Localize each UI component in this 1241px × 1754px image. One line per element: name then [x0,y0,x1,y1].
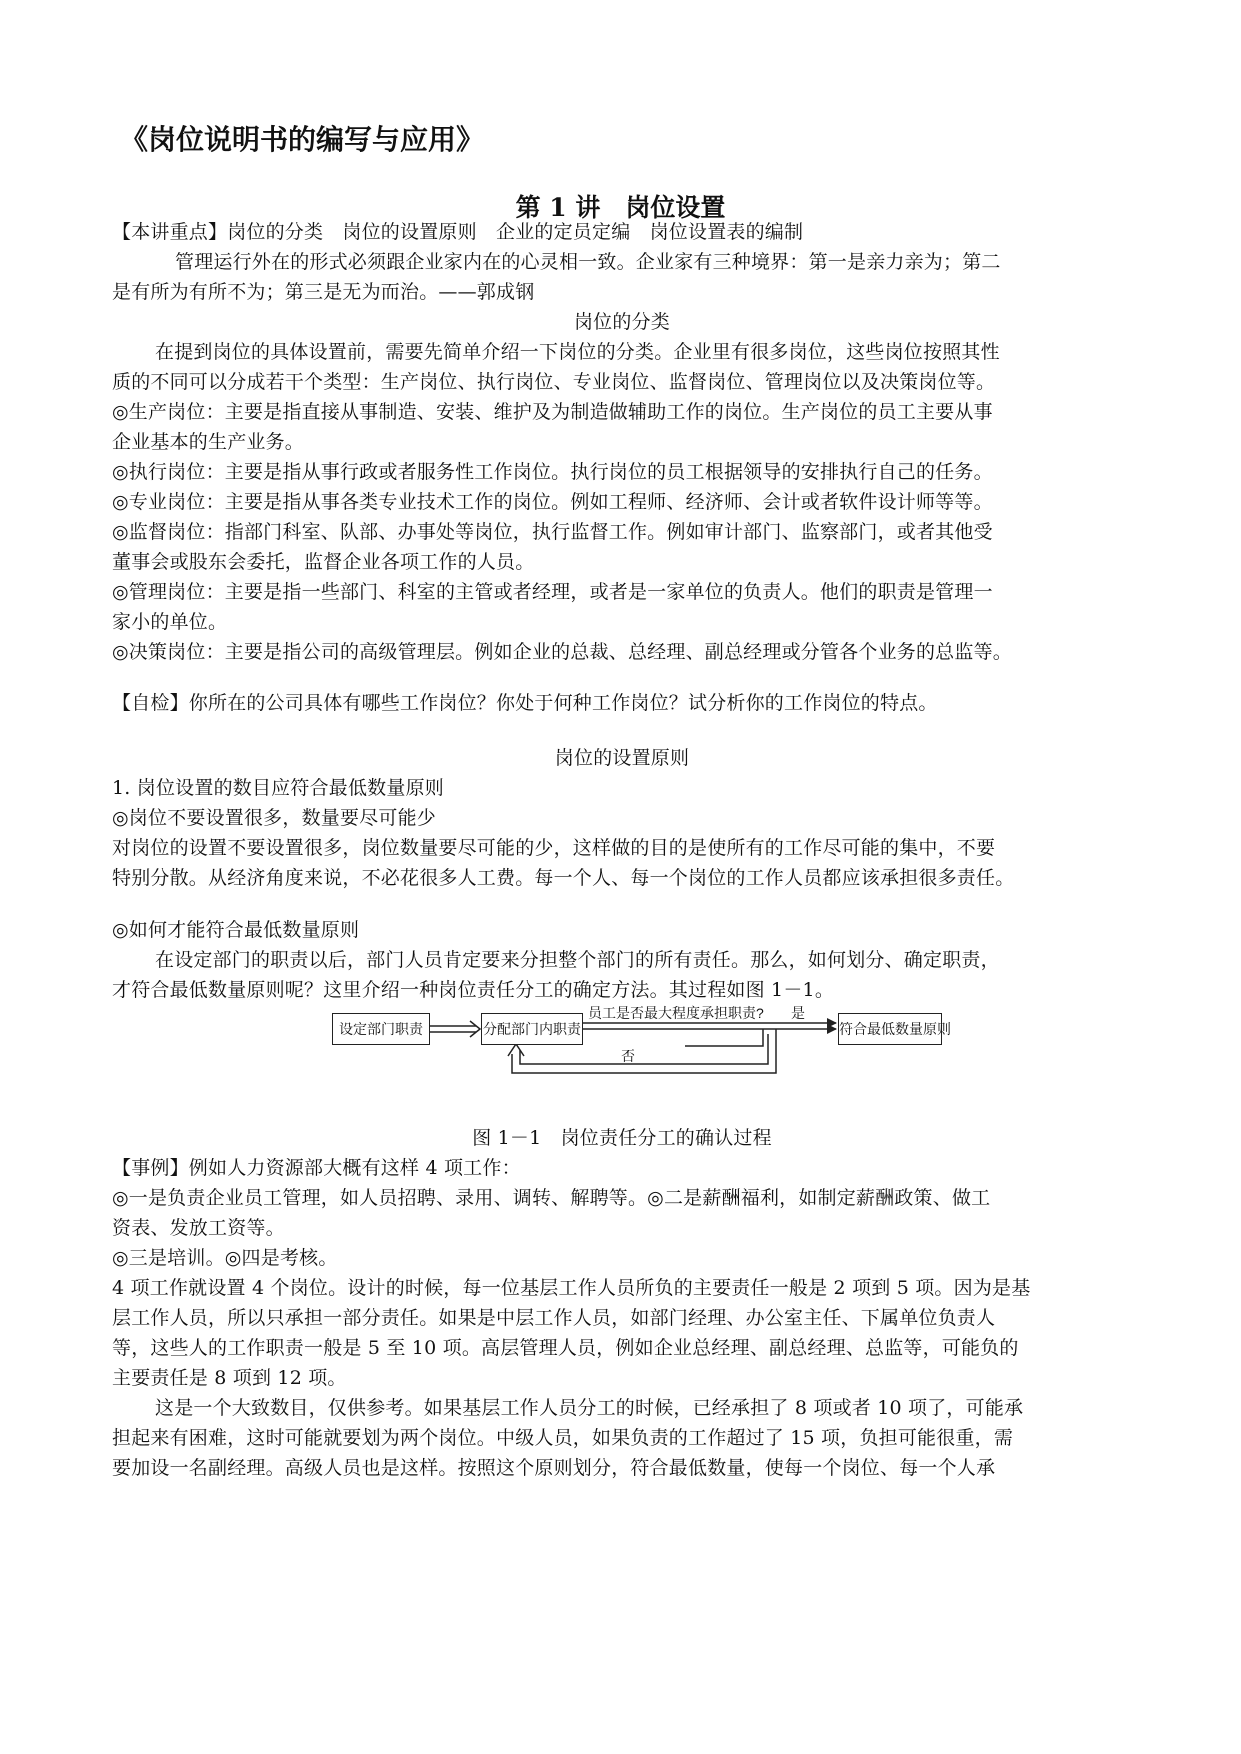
section-heading-classification: 岗位的分类 [573,311,670,333]
bullet-line: ◎管理岗位：主要是指一些部门、科室的主管或者经理，或者是一家单位的负责人。他们的职责是管理一 [112,581,993,603]
paragraph-line: 特别分散。从经济角度来说，不必花很多人工费。每一个人、每一个岗位的工作人员都应该承担很多责任。 [112,867,1015,889]
paragraph-line: 董事会或股东会委托，监督企业各项工作的人员。 [112,551,535,573]
paragraph-line: 层工作人员，所以只承担一部分责任。如果是中层工作人员，如部门经理、办公室主任、下属单位负责人 [112,1307,996,1329]
example-line: 【事例】例如人力资源部大概有这样 4 项工作： [112,1157,521,1179]
paragraph-line: 企业基本的生产业务。 [112,431,305,453]
bullet-line: ◎监督岗位：指部门科室、队部、办事处等岗位，执行监督工作。例如审计部门、监察部门，或者其他受 [112,521,993,543]
paragraph-line: 对岗位的设置不要设置很多，岗位数量要尽可能的少，这样做的目的是使所有的工作尽可能的集中，不要 [112,837,996,859]
lecture-heading: 第 1 讲 岗位设置 [515,193,726,222]
flow-box-assign-duties: 分配部门内职责 [481,1013,583,1045]
figure-caption: 图 1－1 岗位责任分工的确认过程 [472,1127,772,1149]
paragraph-line: 主要责任是 8 项到 12 项。 [112,1367,347,1389]
paragraph-line: 在设定部门的职责以后，部门人员肯定要来分担整个部门的所有责任。那么，如何划分、确定职责， [155,949,1000,971]
paragraph-line: 家小的单位。 [112,611,228,633]
flow-question-label: 员工是否最大程度承担职责? [588,1005,764,1021]
key-points-line: 【本讲重点】岗位的分类 岗位的设置原则 企业的定员定编 岗位设置表的编制 [112,221,804,243]
flow-no-label: 否 [621,1048,635,1064]
section-heading-principles: 岗位的设置原则 [554,747,690,769]
paragraph-line: 等，这些人的工作职责一般是 5 至 10 项。高层管理人员，例如企业总经理、副总经理、总监等，可能负的 [112,1337,1019,1359]
bullet-line: ◎决策岗位：主要是指公司的高级管理层。例如企业的总裁、总经理、副总经理或分管各个业务的总监等。 [112,641,1012,663]
paragraph-line: 要加设一名副经理。高级人员也是这样。按照这个原则划分，符合最低数量，使每一个岗位、每一个人承 [112,1457,996,1479]
paragraph-line: 4 项工作就设置 4 个岗位。设计的时候，每一位基层工作人员所负的主要责任一般是 2 项到 5 项。因为是基 [112,1277,1031,1299]
paragraph-line: 质的不同可以分成若干个类型：生产岗位、执行岗位、专业岗位、监督岗位、管理岗位以及决策岗位等。 [112,371,996,393]
bullet-line: ◎专业岗位：主要是指从事各类专业技术工作的岗位。例如工程师、经济师、会计或者软件设计师等等。 [112,491,993,513]
flow-box-result: 符合最低数量原则 [838,1013,942,1045]
bullet-line: ◎三是培训。◎四是考核。 [112,1247,338,1269]
quote-line-2: 是有所为有所不为；第三是无为而治。——郭成钢 [112,281,535,303]
paragraph-line: 才符合最低数量原则呢？这里介绍一种岗位责任分工的确定方法。其过程如图 1－1。 [112,979,835,1001]
paragraph-line: 在提到岗位的具体设置前，需要先简单介绍一下岗位的分类。企业里有很多岗位，这些岗位按照其性 [155,341,1000,363]
paragraph-line: 资表、发放工资等。 [112,1217,285,1239]
bullet-line: ◎如何才能符合最低数量原则 [112,919,360,941]
bullet-line: ◎生产岗位：主要是指直接从事制造、安装、维护及为制造做辅助工作的岗位。生产岗位的员工主要从事 [112,401,993,423]
quote-line-1: 管理运行外在的形式必须跟企业家内在的心灵相一致。企业家有三种境界：第一是亲力亲为；第二 [175,251,1001,273]
flow-yes-label: 是 [791,1005,805,1021]
bullet-line: ◎执行岗位：主要是指从事行政或者服务性工作岗位。执行岗位的员工根据领导的安排执行自己的任务。 [112,461,993,483]
flow-box-set-duties: 设定部门职责 [332,1013,430,1045]
self-check-line: 【自检】你所在的公司具体有哪些工作岗位？你处于何种工作岗位？试分析你的工作岗位的特点。 [112,692,938,714]
numbered-heading: 1. 岗位设置的数目应符合最低数量原则 [112,777,444,799]
paragraph-line: 担起来有困难，这时可能就要划为两个岗位。中级人员，如果负责的工作超过了 15 项，负担可能很重，需 [112,1427,1014,1449]
bullet-line: ◎岗位不要设置很多，数量要尽可能少 [112,807,436,829]
document-title: 《岗位说明书的编写与应用》 [120,123,485,156]
bullet-line: ◎一是负责企业员工管理，如人员招聘、录用、调转、解聘等。◎二是薪酬福利，如制定薪酬政策、做工 [112,1187,991,1209]
paragraph-line: 这是一个大致数目，仅供参考。如果基层工作人员分工的时候，已经承担了 8 项或者 10 项了，可能承 [155,1397,1024,1419]
